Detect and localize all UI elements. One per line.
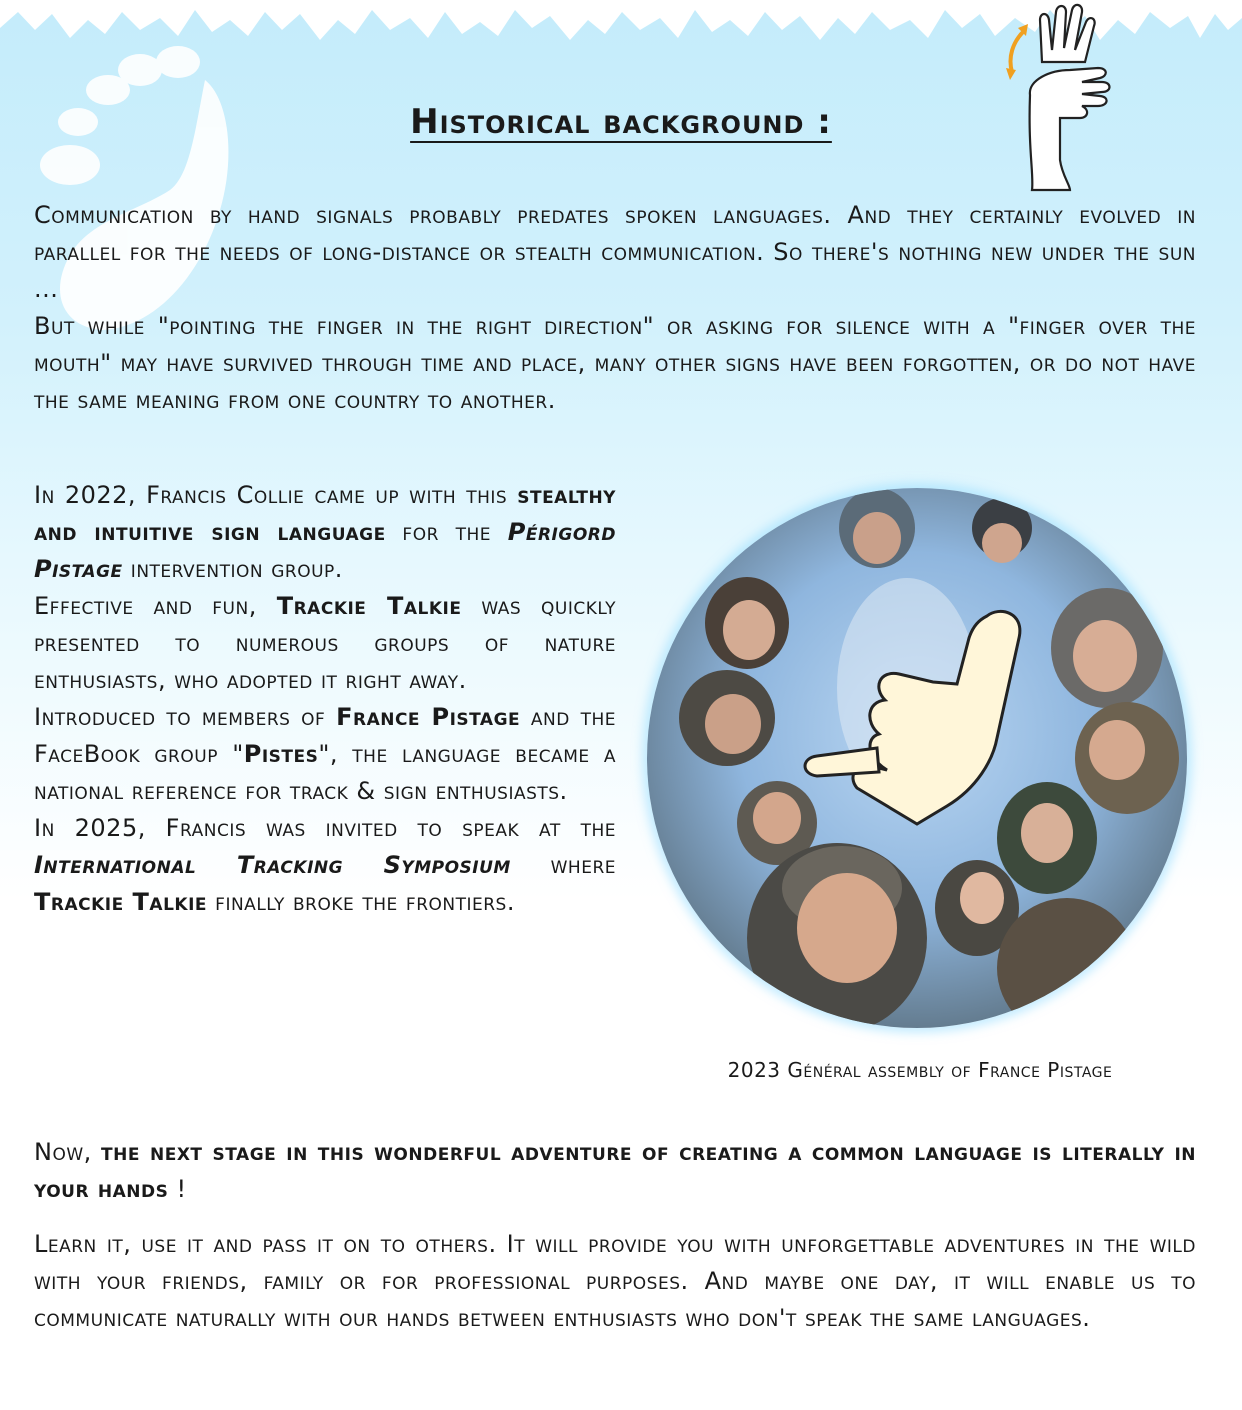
highlight-next-stage: the next stage in this wonderful adventure of creating a common language is literally in your hands [34, 1138, 1196, 1203]
learn-section [34, 1226, 1196, 1337]
intro-section [34, 197, 1196, 419]
page-title-text: Historical background : [410, 102, 832, 142]
waving-hand-icon [990, 0, 1130, 195]
history-paragraph-4 [34, 810, 616, 921]
history-text: Effective and fun, [34, 592, 277, 620]
intro-paragraph-2: But while "pointing the finger in the right direction" or asking for silence with a "finger over the mouth" may have survived through time and place, many other signs have been forgotten, or do not have the same meaning from one country to another. [34, 312, 1196, 414]
history-paragraph-1 [34, 477, 616, 588]
highlight-france-pistage: France Pistage [336, 703, 521, 731]
next-text: ! [168, 1175, 187, 1203]
history-text: ", the language became a national reference for track & sign enthusiasts. [34, 740, 616, 805]
highlight-trackie-talkie: Trackie Talkie [276, 592, 462, 620]
history-text: where [510, 851, 616, 879]
next-text: Now, [34, 1138, 102, 1166]
history-text: Introduced to members of [34, 703, 337, 731]
history-column [34, 477, 616, 921]
history-text: was quickly presented to numerous groups of nature enthusiasts, who adopted it right away. [34, 592, 616, 694]
history-text: In 2025, Francis was invited to speak at the [34, 814, 616, 842]
photo-caption: 2023 Général assembly of France Pistage [727, 1058, 1113, 1082]
history-text: for the [385, 518, 508, 546]
history-paragraph-3 [34, 699, 616, 810]
highlight-sign-language: stealthy and intuitive sign language [34, 481, 616, 546]
history-paragraph-2 [34, 588, 616, 699]
next-stage-paragraph [34, 1134, 1196, 1208]
history-text: In 2022, Francis Collie came up with this [34, 481, 518, 509]
next-stage-section [34, 1134, 1196, 1208]
learn-paragraph: Learn it, use it and pass it on to others. It will provide you with unforgettable adventures in the wild with your friends, family or for professional purposes. And maybe one day, it will enable us to communicate naturally with our hands between enthusiasts who don't speak the same languages. [34, 1230, 1196, 1332]
history-text: finally broke the frontiers. [207, 888, 515, 916]
group-photo-illustration [647, 488, 1187, 1028]
page-title [0, 102, 1242, 142]
highlight-pistes: Pistes [243, 740, 319, 768]
intro-paragraph-1: Communication by hand signals probably predates spoken languages. And they certainly evolved in parallel for the needs of long-distance or stealth communication. So there's nothing new under the sun ... [34, 201, 1196, 303]
highlight-trackie-talkie: Trackie Talkie [34, 888, 208, 916]
history-text: intervention group. [122, 555, 343, 583]
history-text: and the FaceBook group " [34, 703, 616, 768]
highlight-perigord-pistage: Périgord Pistage [34, 518, 616, 583]
group-photo [647, 488, 1187, 1028]
highlight-symposium: International Tracking Symposium [34, 851, 511, 879]
